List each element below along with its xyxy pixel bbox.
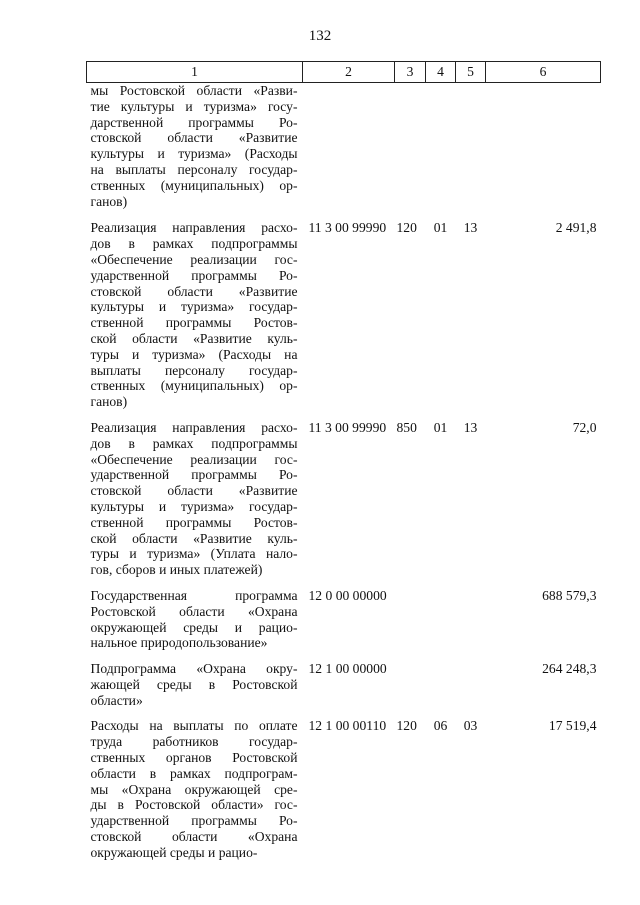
description-line: туры и туризма» (Расходы на — [90, 346, 298, 362]
description-line: ской области «Развитие куль- — [90, 330, 298, 346]
row-code — [303, 83, 395, 221]
description-line: выплаты персоналу государ- — [90, 362, 298, 378]
row-amount: 264 248,3 — [542, 661, 597, 677]
description-line: труда работников государ- — [90, 734, 298, 750]
description-line: на выплаты персоналу государ- — [90, 161, 298, 177]
row-section — [426, 588, 456, 661]
description-line: области» — [90, 692, 143, 708]
description-line: ственной программы Ростов- — [90, 514, 298, 530]
budget-table — [86, 61, 601, 871]
row-section: 01 — [433, 419, 448, 435]
page-number: 132 — [308, 28, 332, 44]
row-description — [87, 588, 303, 661]
description-line: жающей среды в Ростовской — [90, 676, 298, 692]
row-expense-type — [395, 588, 426, 661]
row-subsection: 13 — [463, 419, 478, 435]
description-line: ударственной программы Ро- — [90, 467, 298, 483]
column-header-4: 4 — [426, 62, 456, 83]
table-row — [87, 220, 601, 420]
table-header-row — [87, 62, 601, 83]
description-line: ударственной программы Ро- — [90, 267, 298, 283]
row-description — [87, 220, 303, 420]
description-line: ственных (муниципальных) ор- — [90, 378, 298, 394]
row-subsection — [456, 588, 486, 661]
description-line: культуры и туризма» (Расходы — [90, 146, 298, 162]
description-line: ганов) — [90, 193, 128, 209]
description-line: Государственная программа — [90, 587, 298, 603]
row-expense-type: 120 — [396, 220, 417, 236]
row-amount: 688 579,3 — [542, 587, 597, 603]
row-description — [87, 718, 303, 870]
description-line: ственных органов Ростовской — [90, 750, 298, 766]
description-line: окружающей среды и рацио- — [90, 619, 298, 635]
description-line: стовской области «Развитие — [90, 130, 298, 146]
description-line: гов, сборов и иных платежей) — [90, 562, 263, 578]
description-line: «Обеспечение реализации гос- — [90, 251, 298, 267]
description-line: ственных (муниципальных) ор- — [90, 177, 298, 193]
row-expense-type: 850 — [396, 419, 417, 435]
row-description — [87, 661, 303, 718]
row-section: 06 — [433, 718, 448, 734]
table-row — [87, 661, 601, 718]
description-line: Реализация направления расхо- — [90, 220, 298, 236]
description-line: области в рамках подпрограм- — [90, 765, 298, 781]
row-subsection — [456, 83, 486, 221]
row-amount: 2 491,8 — [555, 220, 597, 236]
description-line: тие культуры и туризма» госу- — [90, 98, 298, 114]
description-line: Реализация направления расхо- — [90, 419, 298, 435]
table-row — [87, 588, 601, 661]
description-line: Подпрограмма «Охрана окру- — [90, 661, 298, 677]
description-line: дов в рамках подпрограммы — [90, 236, 298, 252]
description-line: мы Ростовской области «Разви- — [90, 83, 298, 98]
table-row — [87, 718, 601, 870]
row-subsection: 03 — [463, 718, 478, 734]
row-section — [426, 661, 456, 718]
row-section: 01 — [433, 220, 448, 236]
row-code: 12 1 00 00110 — [308, 718, 387, 734]
description-line: ганов) — [90, 394, 128, 410]
description-line: окружающей среды и рацио- — [90, 844, 258, 860]
column-header-1: 1 — [87, 62, 303, 83]
description-line: мы «Охрана окружающей сре- — [90, 781, 298, 797]
row-subsection: 13 — [463, 220, 478, 236]
row-code: 11 3 00 99990 — [308, 220, 387, 236]
description-line: Ростовской области «Охрана — [90, 603, 298, 619]
row-code: 12 1 00 00000 — [308, 661, 387, 677]
table-body — [87, 83, 601, 871]
row-section — [426, 83, 456, 221]
description-line: ды в Ростовской области» гос- — [90, 797, 298, 813]
row-code: 12 0 00 00000 — [308, 587, 387, 603]
row-expense-type: 120 — [396, 718, 417, 734]
row-subsection — [456, 661, 486, 718]
column-header-5: 5 — [456, 62, 486, 83]
description-line: нальное природопользование» — [90, 635, 268, 651]
row-amount — [486, 83, 601, 221]
description-line: Расходы на выплаты по оплате — [90, 718, 298, 734]
description-line: туры и туризма» (Уплата нало- — [90, 546, 298, 562]
description-line: культуры и туризма» государ- — [90, 498, 298, 514]
description-line: стовской области «Развитие — [90, 283, 298, 299]
description-line: культуры и туризма» государ- — [90, 299, 298, 315]
description-line: ской области «Развитие куль- — [90, 530, 298, 546]
row-amount: 72,0 — [572, 419, 597, 435]
column-header-2: 2 — [303, 62, 395, 83]
row-code: 11 3 00 99990 — [308, 419, 387, 435]
column-header-3: 3 — [395, 62, 426, 83]
description-line: дарственной программы Ро- — [90, 114, 298, 130]
row-description — [87, 83, 303, 221]
description-line: ственной программы Ростов- — [90, 315, 298, 331]
description-line: дов в рамках подпрограммы — [90, 435, 298, 451]
column-header-6: 6 — [486, 62, 601, 83]
table-row — [87, 420, 601, 588]
row-expense-type — [395, 661, 426, 718]
description-line: стовской области «Охрана — [90, 829, 298, 845]
table-row — [87, 83, 601, 221]
description-line: стовской области «Развитие — [90, 483, 298, 499]
row-expense-type — [395, 83, 426, 221]
description-line: ударственной программы Ро- — [90, 813, 298, 829]
description-line: «Обеспечение реализации гос- — [90, 451, 298, 467]
row-amount: 17 519,4 — [548, 718, 597, 734]
row-description — [87, 420, 303, 588]
